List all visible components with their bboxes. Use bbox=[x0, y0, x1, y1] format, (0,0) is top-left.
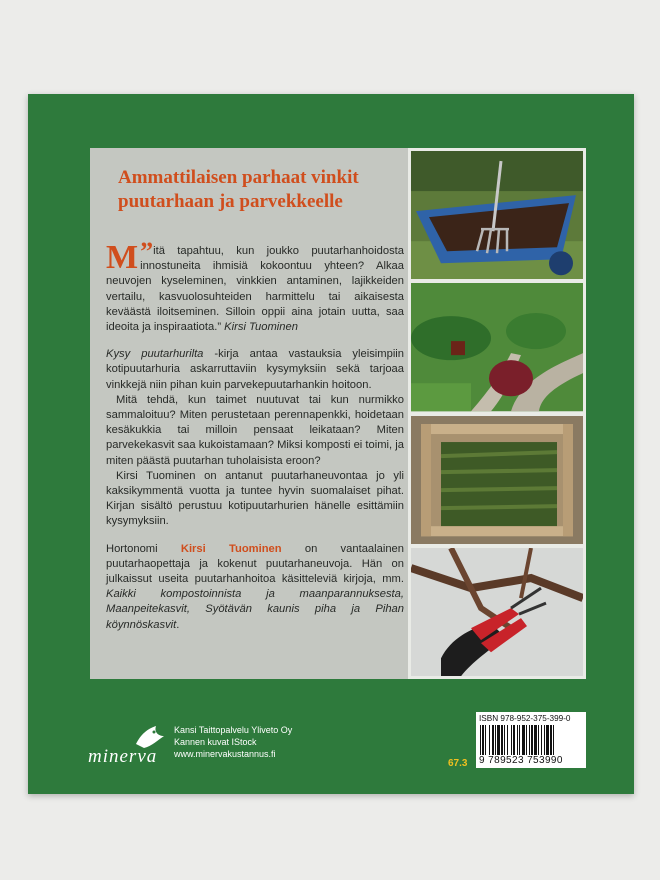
photo-garden-path bbox=[411, 283, 583, 411]
bio-middle: on vantaalainen puutarhaopettaja ja kokenut puutarhaneuvoja. Hän on julkaissut useita puutarhanhoitoa käsitteleviä kirjoja, mm. bbox=[106, 542, 404, 586]
book-title-italic: Kysy puutarhurilta bbox=[106, 348, 204, 361]
bio-prefix: Hortonomi bbox=[106, 542, 181, 555]
pruning-image bbox=[411, 548, 583, 676]
book-back-cover bbox=[28, 94, 634, 794]
description-paragraph-2: Mitä tehdä, kun taimet nuutuvat tai kun nurmikko sammaloituu? Miten perustetaan perennapenkki, hoidetaan kesäkukkia tai milloin pensaat leikataan? Miten parvekekasvit saa kukoistamaan? Miksi komposti ei toimi, ja miten päästä puutarhan tuholaisista eroon? bbox=[106, 393, 404, 467]
price-code: 67.3 bbox=[448, 758, 468, 769]
publisher-name: minerva bbox=[88, 746, 158, 767]
author-bio bbox=[106, 542, 404, 633]
bio-author-name: Kirsi Tuominen bbox=[180, 542, 282, 555]
body-text bbox=[106, 237, 405, 633]
photo-compost-bin bbox=[411, 416, 583, 544]
bio-end: . bbox=[176, 618, 180, 631]
publisher-website: www.minervakustannus.fi bbox=[174, 749, 276, 759]
photo-wheelbarrow bbox=[411, 151, 583, 279]
garden-path-image bbox=[411, 283, 583, 411]
drop-cap: M bbox=[106, 239, 139, 276]
wheelbarrow-image bbox=[411, 151, 583, 279]
credits bbox=[174, 724, 292, 760]
quote-mark: ” bbox=[140, 237, 154, 266]
quote-paragraph bbox=[106, 237, 404, 335]
photo-pruning bbox=[411, 548, 583, 676]
quote-text: itä tapahtuu, kun joukko puutarhanhoidosta innostuneita ihmisiä kokoontuu yhteen? Alkaa neuvojen kyseleminen, vinkkien antaminen, lajikkeiden vertailu, kasvuolosuhteiden harmittelu tai aikaisesta keväästä iloitseminen. Silloin oppii aina jotain uutta, saa ideoita ja inspiraatiota.” bbox=[106, 245, 404, 334]
description-paragraph-1 bbox=[106, 347, 404, 393]
headline-line-2: puutarhaan ja parvekkeelle bbox=[118, 191, 343, 212]
headline-line-1: Ammattilaisen parhaat vinkit bbox=[118, 167, 359, 188]
photo-strip bbox=[408, 148, 586, 679]
isbn-label: ISBN 978-952-375-399-0 bbox=[479, 714, 571, 723]
credit-cover-design: Kansi Taittopalvelu Yliveto Oy bbox=[174, 725, 293, 735]
headline bbox=[118, 166, 408, 214]
barcode-bars bbox=[479, 725, 583, 755]
barcode-digits: 9 789523 753990 bbox=[479, 755, 563, 766]
barcode bbox=[476, 712, 586, 768]
description-paragraph-3: Kirsi Tuominen on antanut puutarhaneuvontaa jo yli kaksikymmentä vuotta ja tuntee hyvin suomalaiset pihat. Kirjan sisältö perustuu kotipuutarhurien hänelle esittämiin kysymyksiin. bbox=[106, 469, 404, 528]
quote-author: Kirsi Tuominen bbox=[224, 321, 298, 334]
credit-cover-photos: Kannen kuvat IStock bbox=[174, 737, 257, 747]
compost-bin-image bbox=[411, 416, 583, 544]
bio-books: Kaikki kompostoinnista ja maanparannuksesta, Maanpeitekasvit, Syötävän kaunis piha ja Pihan köynnöskasvit bbox=[106, 588, 404, 631]
text-panel bbox=[90, 148, 415, 679]
description-p1-text: -kirja antaa vastauksia yleisimpiin kotipuutarhuria askarruttaviin kysymyksiin sekä tarjoaa vinkkejä niin pihan kuin parvekepuutarhankin hoitoon. bbox=[106, 348, 405, 391]
